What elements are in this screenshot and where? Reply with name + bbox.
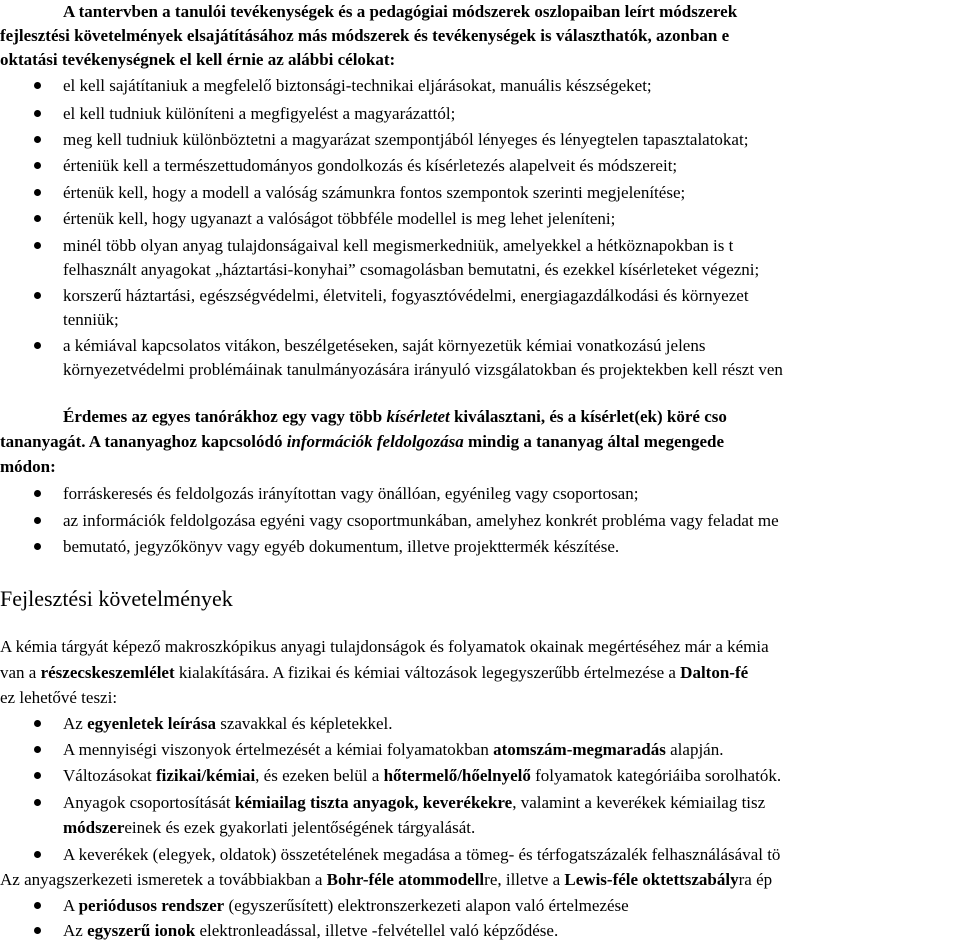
experiment-item: bemutató, jegyzőkönyv vagy egyéb dokumentum, illetve projekttermék készítése. bbox=[63, 537, 620, 556]
bullet-icon bbox=[34, 162, 41, 169]
intro-line-2: fejlesztési követelmények elsajátításához más módszerek és tevékenységek is választhatók, azonban e bbox=[0, 26, 730, 45]
bullet-icon bbox=[34, 490, 41, 497]
section-item: Az egyszerű ionok elektronleadással, illetve -felvétellel való képződése. bbox=[63, 921, 559, 940]
experiment-line-2: tananyagát. A tananyaghoz kapcsolódó információk feldolgozása mindig a tananyag által megengede bbox=[0, 432, 724, 451]
goal-item: értenük kell, hogy ugyanazt a valóságot többféle modellel is meg lehet jeleníteni; bbox=[63, 209, 616, 228]
section-line-2: van a részecskeszemlélet kialakítására. A fizikai és kémiai változások legegyszerűbb értelmezése a Dalton-fé bbox=[0, 663, 749, 682]
experiment-line-1: Érdemes az egyes tanórákhoz egy vagy több kísérletet kiválasztani, és a kísérlet(ek) köré cso bbox=[63, 407, 727, 426]
bullet-icon bbox=[34, 772, 41, 779]
intro-line-3: oktatási tevékenységnek el kell érnie az alábbi célokat: bbox=[0, 50, 396, 69]
goal-item: értenük kell, hogy a modell a valóság számunkra fontos szempontok szerinti megjelenítése; bbox=[63, 183, 686, 202]
section-item: Anyagok csoportosítását kémiailag tiszta anyagok, keverékekre, valamint a keverékek kémiailag tisz bbox=[63, 793, 766, 812]
experiment-item: forráskeresés és feldolgozás irányítottan vagy önállóan, egyénileg vagy csoportosan; bbox=[63, 484, 639, 503]
section-line-1: A kémia tárgyát képező makroszkópikus anyagi tulajdonságok és folyamatok okainak megértéséhez már a kémia bbox=[0, 637, 769, 656]
section-item: A periódusos rendszer (egyszerűsített) elektronszerkezeti alapon való értelmezése bbox=[63, 896, 629, 915]
goal-item-continuation: környezetvédelmi problémáinak tanulmányozására irányuló vizsgálatokban és projektekben kell részt ven bbox=[63, 360, 783, 379]
bullet-icon bbox=[34, 342, 41, 349]
bullet-icon bbox=[34, 902, 41, 909]
section-item: A keverékek (elegyek, oldatok) összetételének megadása a tömeg- és térfogatszázalék felhasználásával tö bbox=[63, 845, 781, 864]
section-item-continuation: módszereinek és ezek gyakorlati jelentőségének tárgyalását. bbox=[63, 818, 476, 837]
goal-item: minél több olyan anyag tulajdonságaival kell megismerkedniük, amelyekkel a hétköznapokban is t bbox=[63, 236, 734, 255]
goal-item-continuation: felhasznált anyagokat „háztartási-konyhai” csomagolásban bemutatni, és ezekkel kísérleteket végezni; bbox=[63, 260, 760, 279]
intro-line-1: A tantervben a tanulói tevékenységek és a pedagógiai módszerek oszlopaiban leírt módszerek bbox=[63, 2, 738, 21]
goal-item: el kell sajátítaniuk a megfelelő biztonsági-technikai eljárásokat, manuális készségeket; bbox=[63, 76, 652, 95]
bullet-icon bbox=[34, 242, 41, 249]
bullet-icon bbox=[34, 720, 41, 727]
section-title: Fejlesztési követelmények bbox=[0, 586, 233, 611]
goal-item: korszerű háztartási, egészségvédelmi, életviteli, fogyasztóvédelmi, energiagazdálkodási és környezet bbox=[63, 286, 749, 305]
bullet-icon bbox=[34, 82, 41, 89]
experiment-item: az információk feldolgozása egyéni vagy csoportmunkában, amelyhez konkrét probléma vagy feladat me bbox=[63, 511, 779, 530]
goal-item: meg kell tudniuk különböztetni a magyarázat szempontjából lényeges és lényegtelen tapasztalatokat; bbox=[63, 130, 749, 149]
section-item: Változásokat fizikai/kémiai, és ezeken belül a hőtermelő/hőelnyelő folyamatok kategóriáiba sorolhatók. bbox=[63, 766, 782, 785]
goal-item: a kémiával kapcsolatos vitákon, beszélgetéseken, saját környezetük kémiai vonatkozású jelens bbox=[63, 336, 706, 355]
bullet-icon bbox=[34, 746, 41, 753]
bullet-icon bbox=[34, 215, 41, 222]
goal-item-continuation: tenniük; bbox=[63, 310, 119, 329]
section-line-3: ez lehetővé teszi: bbox=[0, 688, 118, 707]
bullet-icon bbox=[34, 110, 41, 117]
section-line-4: Az anyagszerkezeti ismeretek a továbbiakban a Bohr-féle atommodellre, illetve a Lewis-féle oktettszabályra ép bbox=[0, 870, 773, 889]
bullet-icon bbox=[34, 136, 41, 143]
bullet-icon bbox=[34, 292, 41, 299]
goal-item: érteniük kell a természettudományos gondolkozás és kísérletezés alapelveit és módszereit; bbox=[63, 156, 678, 175]
goal-item: el kell tudniuk különíteni a megfigyelést a magyarázattól; bbox=[63, 104, 456, 123]
experiment-line-3: módon: bbox=[0, 457, 56, 476]
section-item: Az egyenletek leírása szavakkal és képletekkel. bbox=[63, 714, 393, 733]
bullet-icon bbox=[34, 189, 41, 196]
bullet-icon bbox=[34, 543, 41, 550]
bullet-icon bbox=[34, 799, 41, 806]
bullet-icon bbox=[34, 927, 41, 934]
bullet-icon bbox=[34, 517, 41, 524]
section-item: A mennyiségi viszonyok értelmezését a kémiai folyamatokban atomszám-megmaradás alapján. bbox=[63, 740, 724, 759]
bullet-icon bbox=[34, 851, 41, 858]
